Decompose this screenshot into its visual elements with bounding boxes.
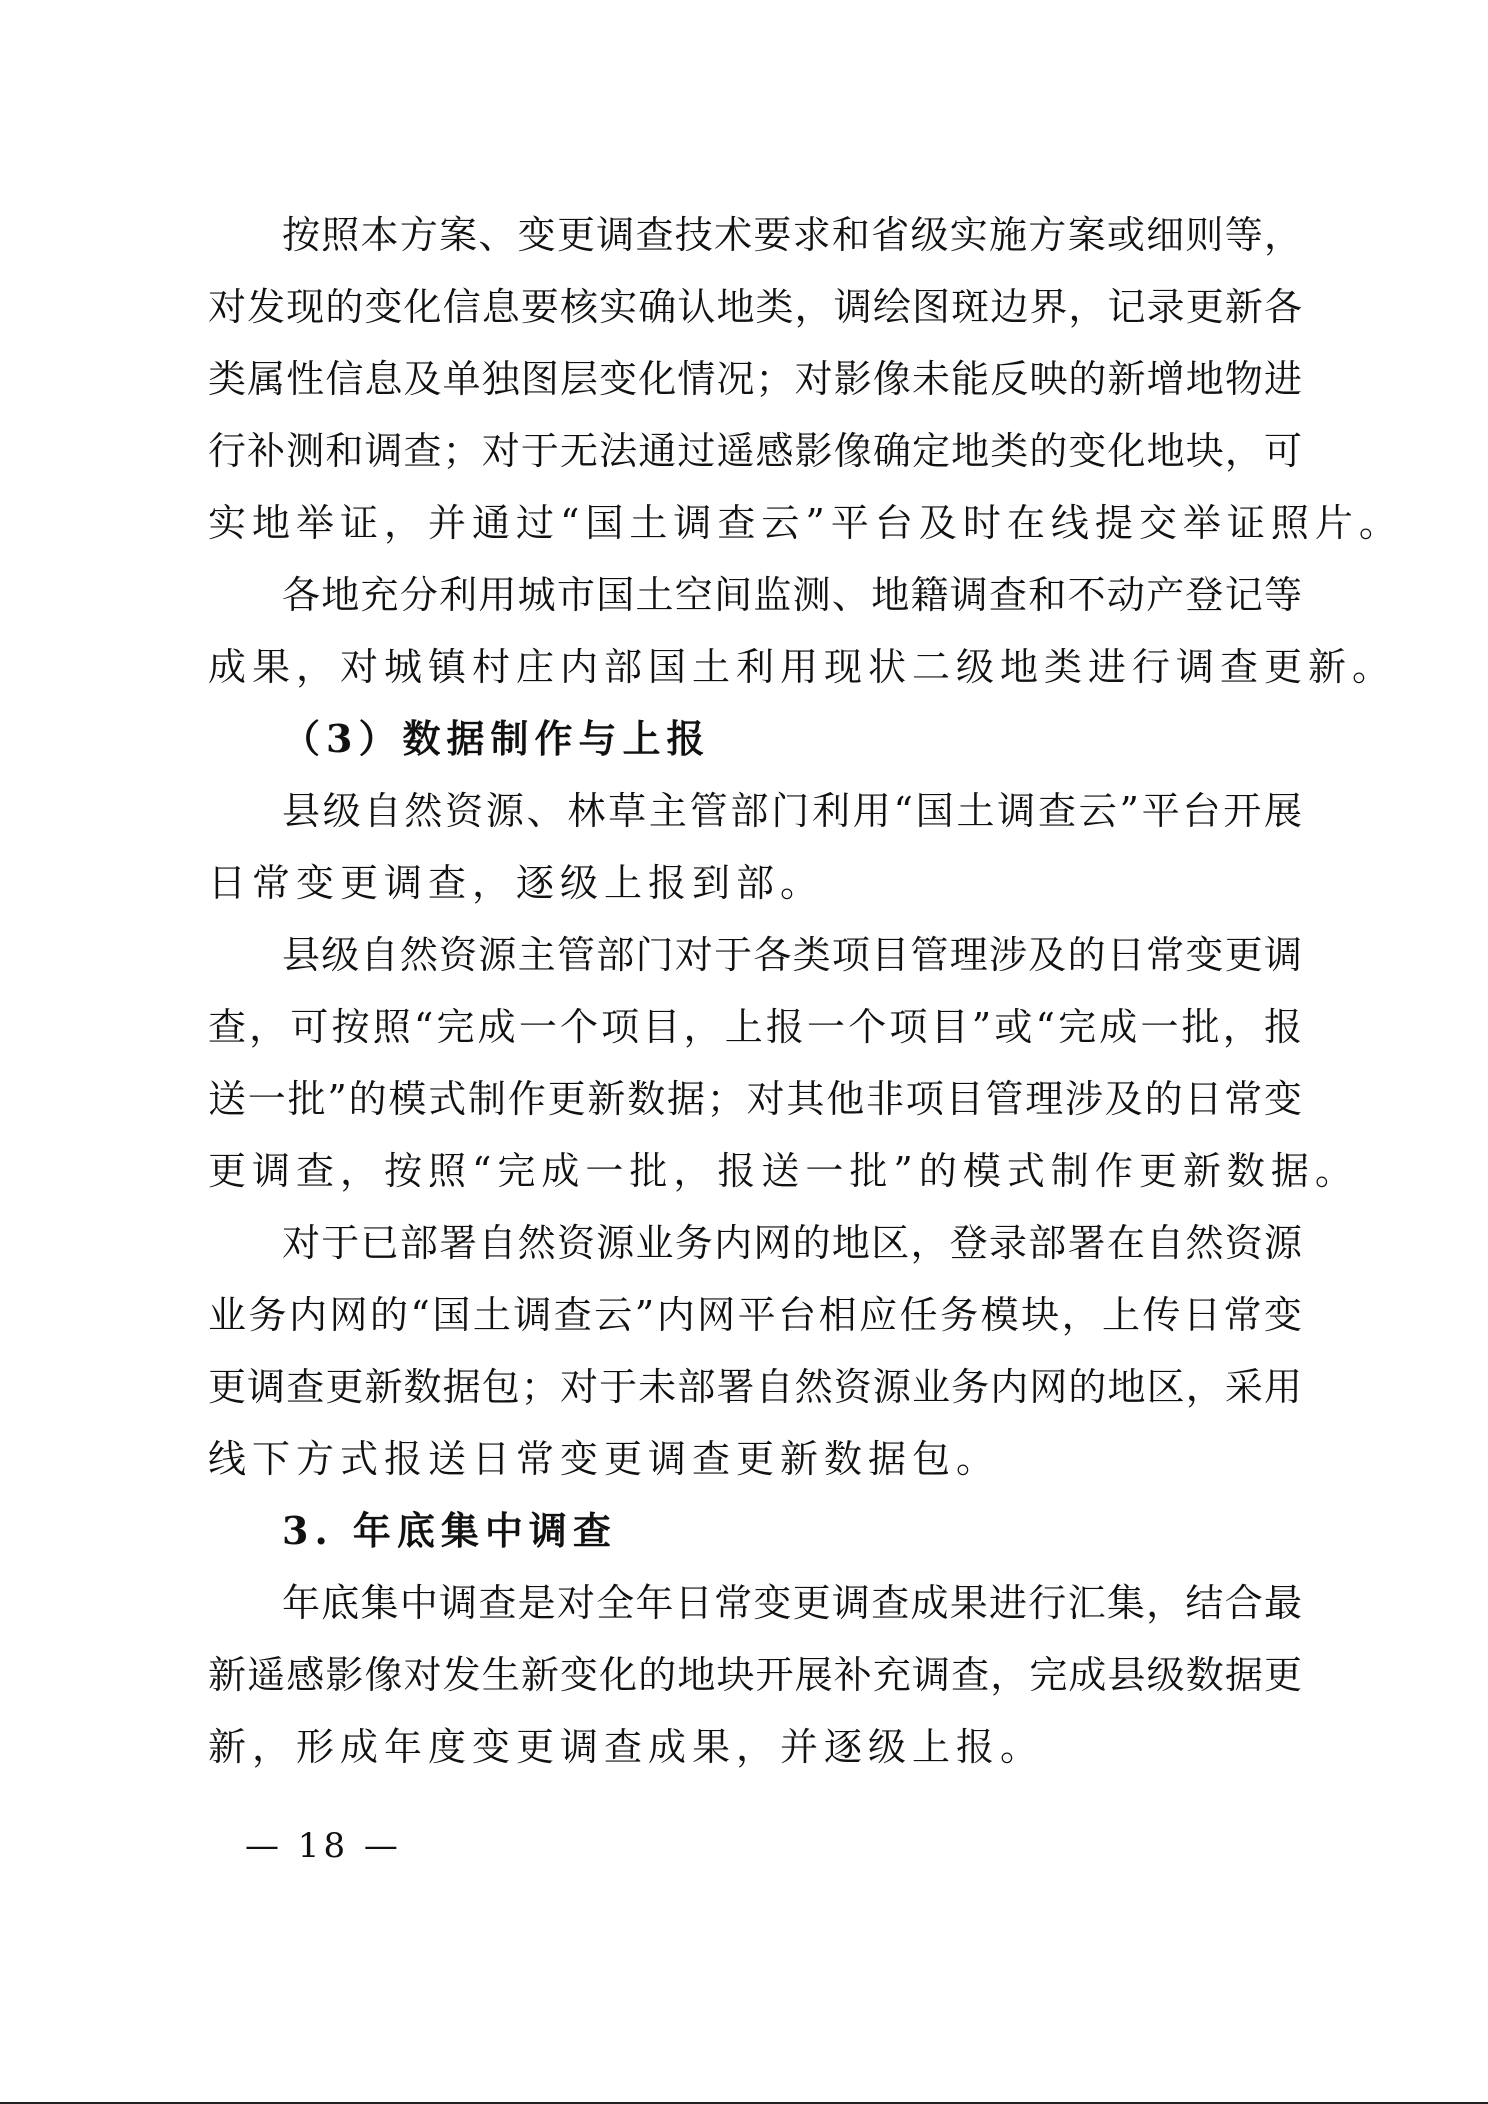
text-line: 日常变更调查，逐级上报到部。: [208, 861, 825, 905]
paragraph: [208, 1567, 1302, 1783]
paragraph: [208, 1207, 1302, 1495]
text-line: 对于已部署自然资源业务内网的地区，登录部署在自然资源: [282, 1221, 1302, 1265]
text-line: 县级自然资源、林草主管部门利用“国土调查云”平台开展: [282, 789, 1302, 833]
text-line: 县级自然资源主管部门对于各类项目管理涉及的日常变更调: [282, 933, 1302, 977]
paragraph: [208, 775, 1302, 919]
heading-text: 3. 年底集中调查: [282, 1508, 617, 1553]
section-heading: [208, 1495, 1302, 1567]
text-line: 查，可按照“完成一个项目，上报一个项目”或“完成一批，报: [208, 1005, 1302, 1049]
document-body: [208, 199, 1403, 1783]
text-line: 对发现的变化信息要核实确认地类，调绘图斑边界，记录更新各: [208, 285, 1302, 329]
paragraph: [208, 919, 1359, 1207]
section-heading: [208, 703, 1302, 775]
page-number: — 18 —: [245, 1826, 402, 1866]
text-line: 年底集中调查是对全年日常变更调查成果进行汇集，结合最: [282, 1581, 1302, 1625]
text-line: 送一批”的模式制作更新数据；对其他非项目管理涉及的日常变: [208, 1077, 1302, 1121]
heading-text: （3）数据制作与上报: [282, 716, 711, 761]
text-line: 类属性信息及单独图层变化情况；对影像未能反映的新增地物进: [208, 357, 1302, 401]
text-line: 更调查更新数据包；对于未部署自然资源业务内网的地区，采用: [208, 1365, 1302, 1409]
text-line: 成果，对城镇村庄内部国土利用现状二级地类进行调查更新。: [208, 645, 1397, 689]
text-line: 行补测和调查；对于无法通过遥感影像确定地类的变化地块，可: [208, 429, 1302, 473]
text-line: 线下方式报送日常变更调查更新数据包。: [208, 1437, 1001, 1481]
paragraph: [208, 559, 1397, 703]
text-line: 按照本方案、变更调查技术要求和省级实施方案或细则等，: [282, 213, 1302, 257]
text-line: 更调查，按照“完成一批，报送一批”的模式制作更新数据。: [208, 1149, 1359, 1193]
text-line: 各地充分利用城市国土空间监测、地籍调查和不动产登记等: [282, 573, 1302, 617]
text-line: 实地举证，并通过“国土调查云”平台及时在线提交举证照片。: [208, 501, 1403, 545]
paragraph: [208, 199, 1403, 559]
text-line: 新遥感影像对发生新变化的地块开展补充调查，完成县级数据更: [208, 1653, 1302, 1697]
text-line: 新，形成年度变更调查成果，并逐级上报。: [208, 1725, 1045, 1769]
text-line: 业务内网的“国土调查云”内网平台相应任务模块，上传日常变: [208, 1293, 1302, 1337]
